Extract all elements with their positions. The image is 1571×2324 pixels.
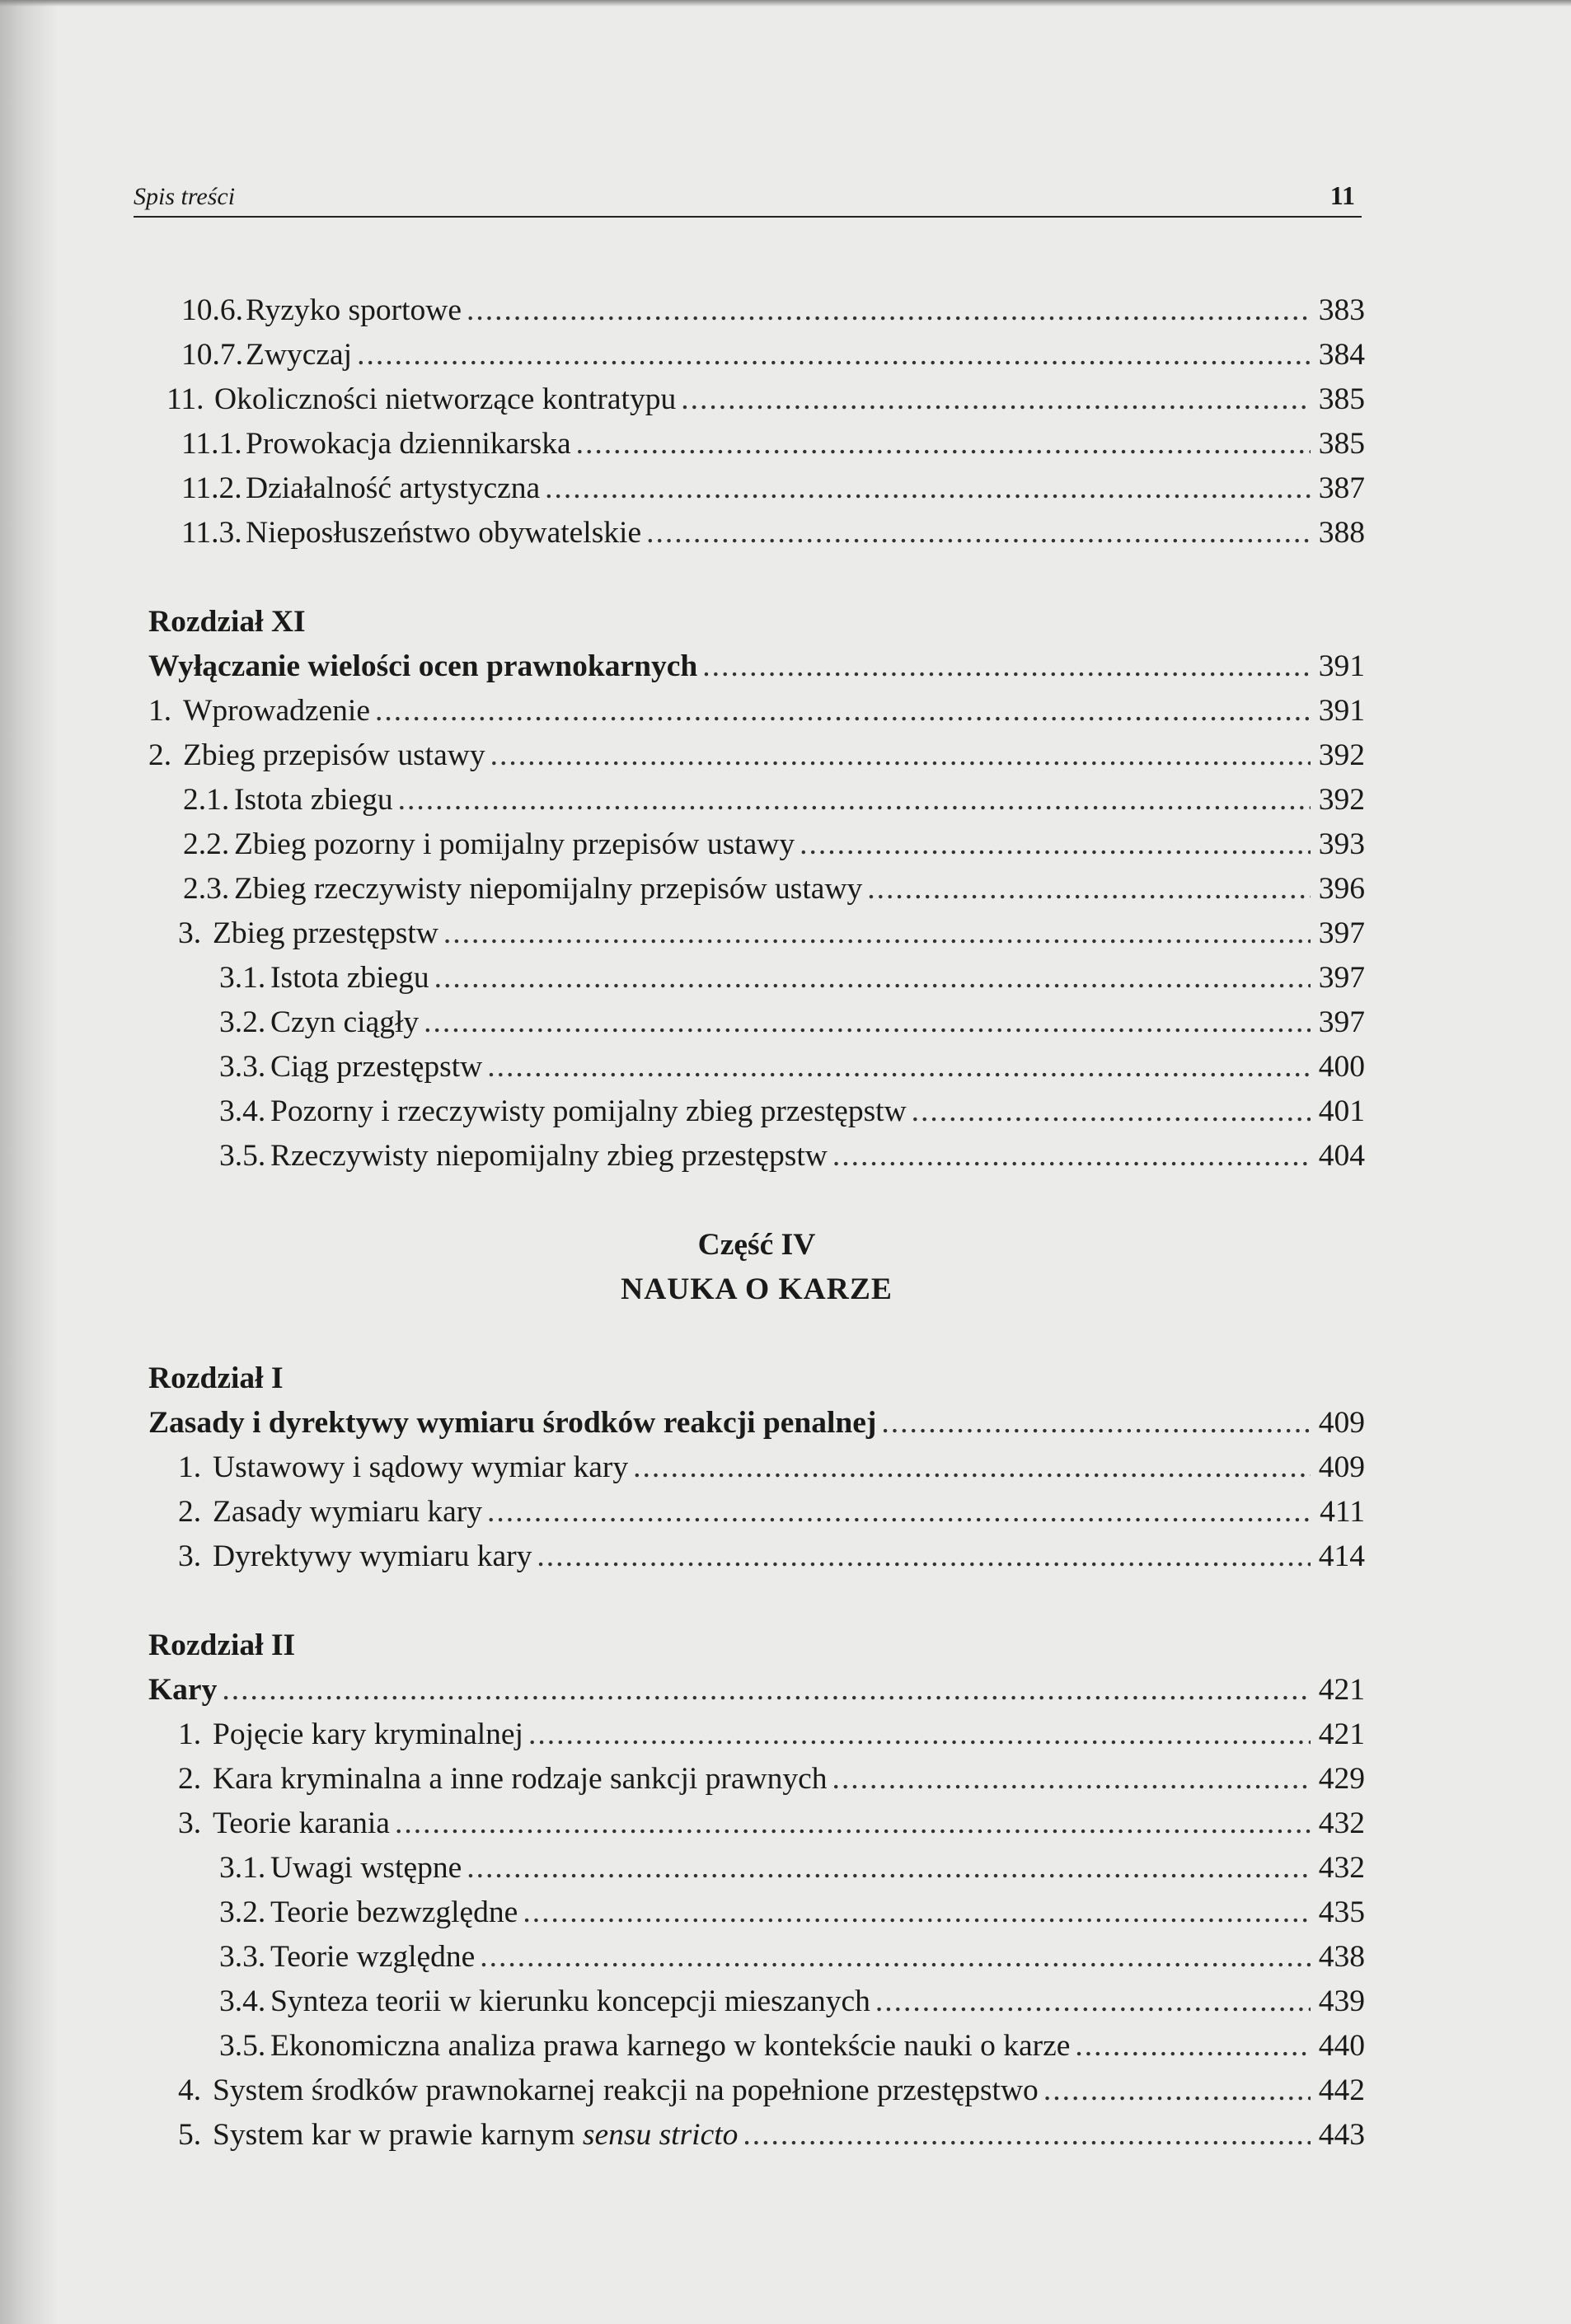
toc-entry-label: Ekonomiczna analiza prawa karnego w kontekście nauki o karze <box>270 2029 1071 2063</box>
toc-entry-label: Istota zbiegu <box>234 783 393 817</box>
chapter-label-text: Rozdział XI <box>148 605 306 639</box>
toc-entry-label: Zbieg przepisów ustawy <box>183 738 485 772</box>
leader-dots <box>681 377 1311 422</box>
toc-entry-label: Istota zbiegu <box>270 961 429 995</box>
toc-entry-page: 388 <box>1318 516 1365 550</box>
chapter-title-entry <box>148 1668 1365 1713</box>
leader-dots <box>537 1534 1311 1579</box>
leader-dots <box>832 1134 1311 1178</box>
leader-dots <box>875 1980 1311 2024</box>
toc-entry-page: 397 <box>1318 1005 1365 1039</box>
toc-entry-page: 440 <box>1318 2029 1365 2063</box>
leader-dots <box>743 2113 1311 2158</box>
toc-entry-number: 2.2. <box>183 827 230 861</box>
leader-dots <box>443 911 1311 956</box>
toc-entry-number: 3.5. <box>219 1139 266 1173</box>
toc-entry-page: 443 <box>1318 2118 1365 2152</box>
leader-dots <box>467 1846 1311 1891</box>
leader-dots <box>702 644 1311 689</box>
toc-entry <box>148 288 1365 333</box>
running-title: Spis treści <box>134 183 236 210</box>
toc-entry-label: Kara kryminalna a inne rodzaje sankcji prawnych <box>213 1762 828 1796</box>
table-of-contents <box>148 288 1365 2158</box>
toc-entry-page: 435 <box>1318 1895 1365 1929</box>
toc-entry <box>148 1713 1365 1757</box>
toc-entry-page: 385 <box>1318 427 1365 461</box>
chapter-label <box>148 1356 1365 1401</box>
toc-entry-label-italic: sensu stricto <box>582 2118 739 2152</box>
toc-entry-number: 11. <box>166 382 204 416</box>
toc-entry-number: 11.2. <box>181 471 242 505</box>
toc-entry-number: 1. <box>148 694 172 728</box>
leader-dots <box>467 288 1311 333</box>
leader-dots <box>832 1757 1311 1802</box>
toc-entry-number: 3.4. <box>219 1094 266 1128</box>
leader-dots <box>424 1000 1311 1045</box>
toc-entry-label-main: System kar w prawie karnym <box>213 2118 575 2152</box>
toc-entry-page: 411 <box>1320 1495 1365 1529</box>
toc-entry-label: Zasady wymiaru kary <box>213 1495 482 1529</box>
part-label: Część IV <box>697 1228 816 1262</box>
toc-entry <box>148 867 1365 911</box>
toc-entry-number: 4. <box>178 2073 202 2107</box>
leader-dots <box>800 822 1311 867</box>
header-rule <box>134 216 1362 218</box>
toc-entry <box>148 689 1365 733</box>
toc-entry-page: 392 <box>1318 783 1365 817</box>
toc-entry-page: 439 <box>1318 1984 1365 2018</box>
leader-dots <box>912 1089 1311 1134</box>
toc-entry-number: 3.2. <box>219 1005 266 1039</box>
toc-entry-page: 409 <box>1318 1450 1365 1484</box>
leader-dots <box>490 733 1311 778</box>
leader-dots <box>434 956 1311 1000</box>
toc-entry-label: Zbieg rzeczywisty niepomijalny przepisów ustawy <box>234 872 863 906</box>
toc-entry-label: Teorie karania <box>213 1806 390 1840</box>
chapter-title: Zasady i dyrektywy wymiaru środków reakcji penalnej <box>148 1406 877 1440</box>
leader-dots <box>357 333 1311 377</box>
toc-entry-label: Nieposłuszeństwo obywatelskie <box>246 516 642 550</box>
toc-entry-page: 392 <box>1318 738 1365 772</box>
toc-entry-page: 397 <box>1318 961 1365 995</box>
leader-dots <box>1075 2024 1311 2069</box>
toc-entry-number: 2. <box>178 1762 202 1796</box>
toc-entry-page: 429 <box>1318 1762 1365 1796</box>
toc-entry-page: 400 <box>1318 1050 1365 1084</box>
page-number: 11 <box>1329 180 1355 210</box>
leader-dots <box>881 1401 1311 1445</box>
toc-entry-page: 404 <box>1318 1139 1365 1173</box>
toc-entry-page: 385 <box>1318 382 1365 416</box>
toc-entry <box>148 956 1365 1000</box>
spacer <box>148 1178 1365 1223</box>
toc-entry-page: 401 <box>1318 1094 1365 1128</box>
toc-entry-number: 3.1. <box>219 961 266 995</box>
toc-entry-number: 3.3. <box>219 1940 266 1974</box>
leader-dots <box>576 422 1311 466</box>
toc-entry-number: 11.3. <box>181 516 242 550</box>
toc-entry-label: Rzeczywisty niepomijalny zbieg przestępstw <box>270 1139 828 1173</box>
toc-entry <box>148 1891 1365 1935</box>
leader-dots <box>487 1490 1311 1534</box>
leader-dots <box>222 1668 1311 1713</box>
running-header <box>134 171 1362 218</box>
toc-entry-label: Czyn ciągły <box>270 1005 420 1039</box>
toc-entry-label: Teorie bezwzględne <box>270 1895 518 1929</box>
toc-entry-number: 5. <box>178 2118 202 2152</box>
toc-entry-label: Okoliczności nietworzące kontratypu <box>214 382 677 416</box>
toc-entry-number: 1. <box>178 1450 202 1484</box>
toc-entry <box>148 1935 1365 1980</box>
toc-entry-label: Dyrektywy wymiaru kary <box>213 1539 532 1573</box>
toc-entry-number: 2. <box>148 738 172 772</box>
toc-entry-label: Zbieg przestępstw <box>213 916 438 950</box>
toc-entry-number: 10.6. <box>181 293 243 327</box>
toc-entry-number: 10.7. <box>181 338 243 372</box>
toc-entry-label: Ciąg przestępstw <box>270 1050 483 1084</box>
leader-dots <box>646 511 1311 555</box>
toc-entry <box>148 2024 1365 2069</box>
spacer <box>148 555 1365 600</box>
toc-entry <box>148 911 1365 956</box>
toc-entry-number: 1. <box>178 1717 202 1751</box>
toc-entry-page: 432 <box>1318 1806 1365 1840</box>
toc-entry <box>148 1757 1365 1802</box>
toc-entry-page: 391 <box>1318 649 1365 683</box>
chapter-label-text: Rozdział II <box>148 1628 296 1662</box>
leader-dots <box>398 778 1311 822</box>
chapter-title: Wyłączanie wielości ocen prawnokarnych <box>148 649 698 683</box>
spacer <box>148 1312 1365 1356</box>
toc-entry-number: 2.3. <box>183 872 230 906</box>
toc-entry <box>148 511 1365 555</box>
toc-entry <box>148 333 1365 377</box>
toc-entry-label: Zbieg pozorny i pomijalny przepisów ustawy <box>234 827 795 861</box>
toc-entry-page: 432 <box>1318 1851 1365 1885</box>
spacer <box>148 1579 1365 1624</box>
toc-entry <box>148 2069 1365 2113</box>
toc-entry-number: 3. <box>178 1806 202 1840</box>
toc-entry-number: 3.2. <box>219 1895 266 1929</box>
toc-entry-page: 393 <box>1318 827 1365 861</box>
leader-dots <box>523 1891 1311 1935</box>
toc-entry <box>148 1534 1365 1579</box>
toc-entry-page: 409 <box>1318 1406 1365 1440</box>
toc-entry-page: 383 <box>1318 293 1365 327</box>
toc-entry <box>148 377 1365 422</box>
leader-dots <box>528 1713 1311 1757</box>
toc-entry-label: Wprowadzenie <box>183 694 370 728</box>
toc-entry-number: 3.5. <box>219 2029 266 2063</box>
toc-entry <box>148 466 1365 511</box>
part-title: NAUKA O KARZE <box>621 1272 893 1306</box>
toc-entry-label <box>213 2113 738 2158</box>
toc-entry-number: 11.1. <box>181 427 242 461</box>
toc-entry-page: 387 <box>1318 471 1365 505</box>
toc-entry-label: Ustawowy i sądowy wymiar kary <box>213 1450 629 1484</box>
page-gutter-shadow <box>0 0 58 2324</box>
toc-entry-number: 3. <box>178 916 202 950</box>
leader-dots <box>867 867 1311 911</box>
toc-entry-label: Teorie względne <box>270 1940 476 1974</box>
leader-dots <box>545 466 1311 511</box>
toc-entry-number: 3. <box>178 1539 202 1573</box>
toc-entry <box>148 422 1365 466</box>
toc-entry <box>148 1802 1365 1846</box>
toc-entry <box>148 778 1365 822</box>
leader-dots <box>375 689 1311 733</box>
chapter-title-entry <box>148 644 1365 689</box>
page-top-edge <box>0 0 1571 7</box>
leader-dots <box>395 1802 1311 1846</box>
toc-entry-page: 384 <box>1318 338 1365 372</box>
toc-entry-page: 438 <box>1318 1940 1365 1974</box>
toc-entry-page: 421 <box>1318 1717 1365 1751</box>
leader-dots <box>480 1935 1311 1980</box>
chapter-label <box>148 1624 1365 1668</box>
toc-entry-page: 396 <box>1318 872 1365 906</box>
chapter-label-text: Rozdział I <box>148 1361 284 1395</box>
toc-entry <box>148 733 1365 778</box>
toc-entry-label: System środków prawnokarnej reakcji na popełnione przestępstwo <box>213 2073 1039 2107</box>
toc-entry-label: Pozorny i rzeczywisty pomijalny zbieg przestępstw <box>270 1094 907 1128</box>
leader-dots <box>633 1445 1311 1490</box>
toc-entry-label: Ryzyko sportowe <box>246 293 462 327</box>
chapter-title-entry <box>148 1401 1365 1445</box>
toc-entry-number: 3.4. <box>219 1984 266 2018</box>
toc-entry <box>148 822 1365 867</box>
toc-entry-number: 3.3. <box>219 1050 266 1084</box>
toc-entry-label: Działalność artystyczna <box>246 471 541 505</box>
leader-dots <box>487 1045 1311 1089</box>
toc-entry-number: 3.1. <box>219 1851 266 1885</box>
chapter-title: Kary <box>148 1673 218 1707</box>
toc-entry-page: 421 <box>1318 1673 1365 1707</box>
toc-entry-label: Pojęcie kary kryminalnej <box>213 1717 523 1751</box>
toc-entry <box>148 1846 1365 1891</box>
toc-entry <box>148 1490 1365 1534</box>
chapter-label <box>148 600 1365 644</box>
toc-entry <box>148 2113 1365 2158</box>
toc-entry-page: 414 <box>1318 1539 1365 1573</box>
toc-entry-label: Uwagi wstępne <box>270 1851 462 1885</box>
toc-entry-label: Synteza teorii w kierunku koncepcji mieszanych <box>270 1984 870 2018</box>
toc-entry-number: 2. <box>178 1495 202 1529</box>
toc-entry <box>148 1089 1365 1134</box>
toc-entry <box>148 1000 1365 1045</box>
toc-entry-page: 397 <box>1318 916 1365 950</box>
toc-entry-page: 391 <box>1318 694 1365 728</box>
toc-entry-number: 2.1. <box>183 783 230 817</box>
toc-entry <box>148 1980 1365 2024</box>
leader-dots <box>1043 2069 1311 2113</box>
toc-entry-page: 442 <box>1318 2073 1365 2107</box>
toc-entry <box>148 1045 1365 1089</box>
toc-entry-label: Prowokacja dziennikarska <box>246 427 571 461</box>
toc-entry-label: Zwyczaj <box>246 338 353 372</box>
toc-entry <box>148 1134 1365 1178</box>
toc-entry <box>148 1445 1365 1490</box>
